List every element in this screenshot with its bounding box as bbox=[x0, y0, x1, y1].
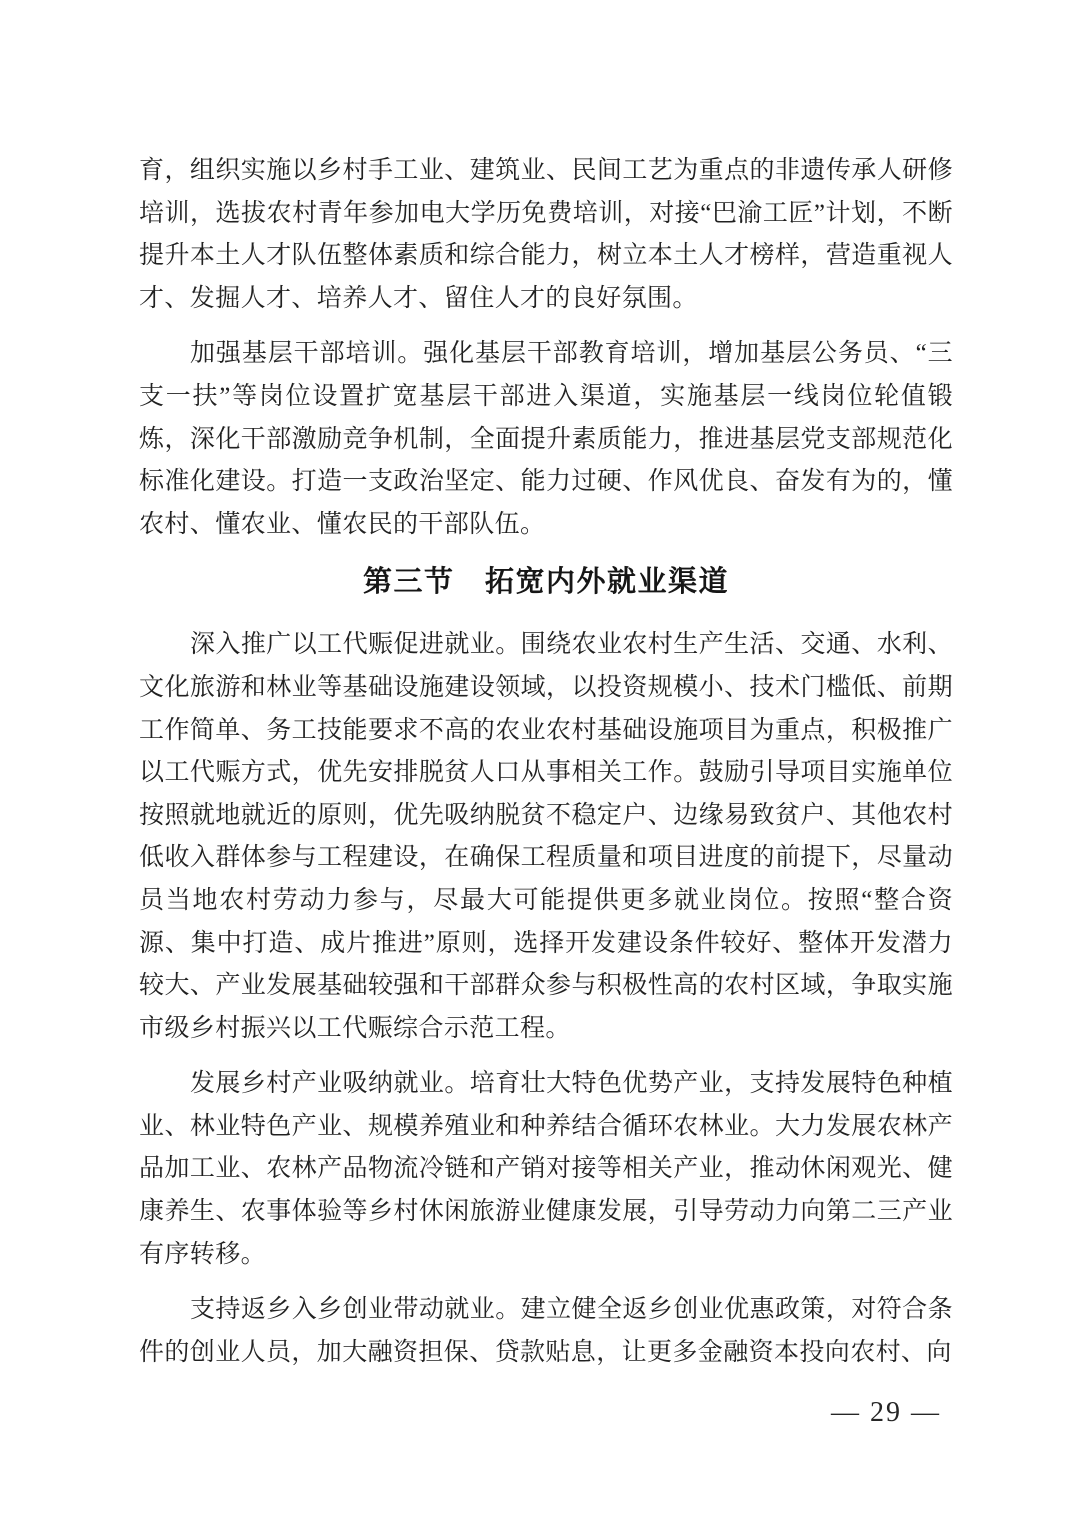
body-paragraph: 加强基层干部培训。强化基层干部教育培训，增加基层公务员、“三支一扶”等岗位设置扩宽基层干部进入渠道，实施基层一线岗位轮值锻炼，深化干部激励竞争机制，全面提升素质能力，推进基层党支部规范化标准化建设。打造一支政治坚定、能力过硬、作风优良、奋发有为的，懂农村、懂农业、懂农民的干部队伍。 bbox=[139, 340, 953, 538]
document-body bbox=[139, 150, 953, 1387]
body-paragraph: 支持返乡入乡创业带动就业。建立健全返乡创业优惠政策，对符合条件的创业人员，加大融资担保、贷款贴息，让更多金融资本投向农村、向 bbox=[139, 1296, 953, 1366]
body-paragraph: 深入推广以工代赈促进就业。围绕农业农村生产生活、交通、水利、文化旅游和林业等基础设施建设领域，以投资规模小、技术门槛低、前期工作简单、务工技能要求不高的农业农村基础设施项目为重点，积极推广以工代赈方式，优先安排脱贫人口从事相关工作。鼓励引导项目实施单位按照就地就近的原则，优先吸纳脱贫不稳定户、边缘易致贫户、其他农村低收入群体参与工程建设，在确保工程质量和项目进度的前提下，尽量动员当地农村劳动力参与，尽最大可能提供更多就业岗位。按照“整合资源、集中打造、成片推进”原则，选择开发建设条件较好、整体开发潜力较大、产业发展基础较强和干部群众参与积极性高的农村区域，争取实施市级乡村振兴以工代赈综合示范工程。 bbox=[139, 631, 953, 1042]
page-number: — 29 — bbox=[831, 1397, 941, 1428]
body-paragraph-continued: 育，组织实施以乡村手工业、建筑业、民间工艺为重点的非遗传承人研修培训，选拔农村青年参加电大学历免费培训，对接“巴渝工匠”计划，不断提升本土人才队伍整体素质和综合能力，树立本土人才榜样，营造重视人才、发掘人才、培养人才、留住人才的良好氛围。 bbox=[139, 157, 953, 312]
body-paragraph: 发展乡村产业吸纳就业。培育壮大特色优势产业，支持发展特色种植业、林业特色产业、规模养殖业和种养结合循环农林业。大力发展农林产品加工业、农林产品物流冷链和产销对接等相关产业，推动休闲观光、健康养生、农事体验等乡村休闲旅游业健康发展，引导劳动力向第二三产业有序转移。 bbox=[139, 1070, 953, 1268]
section-heading: 第三节 拓宽内外就业渠道 bbox=[362, 566, 729, 599]
